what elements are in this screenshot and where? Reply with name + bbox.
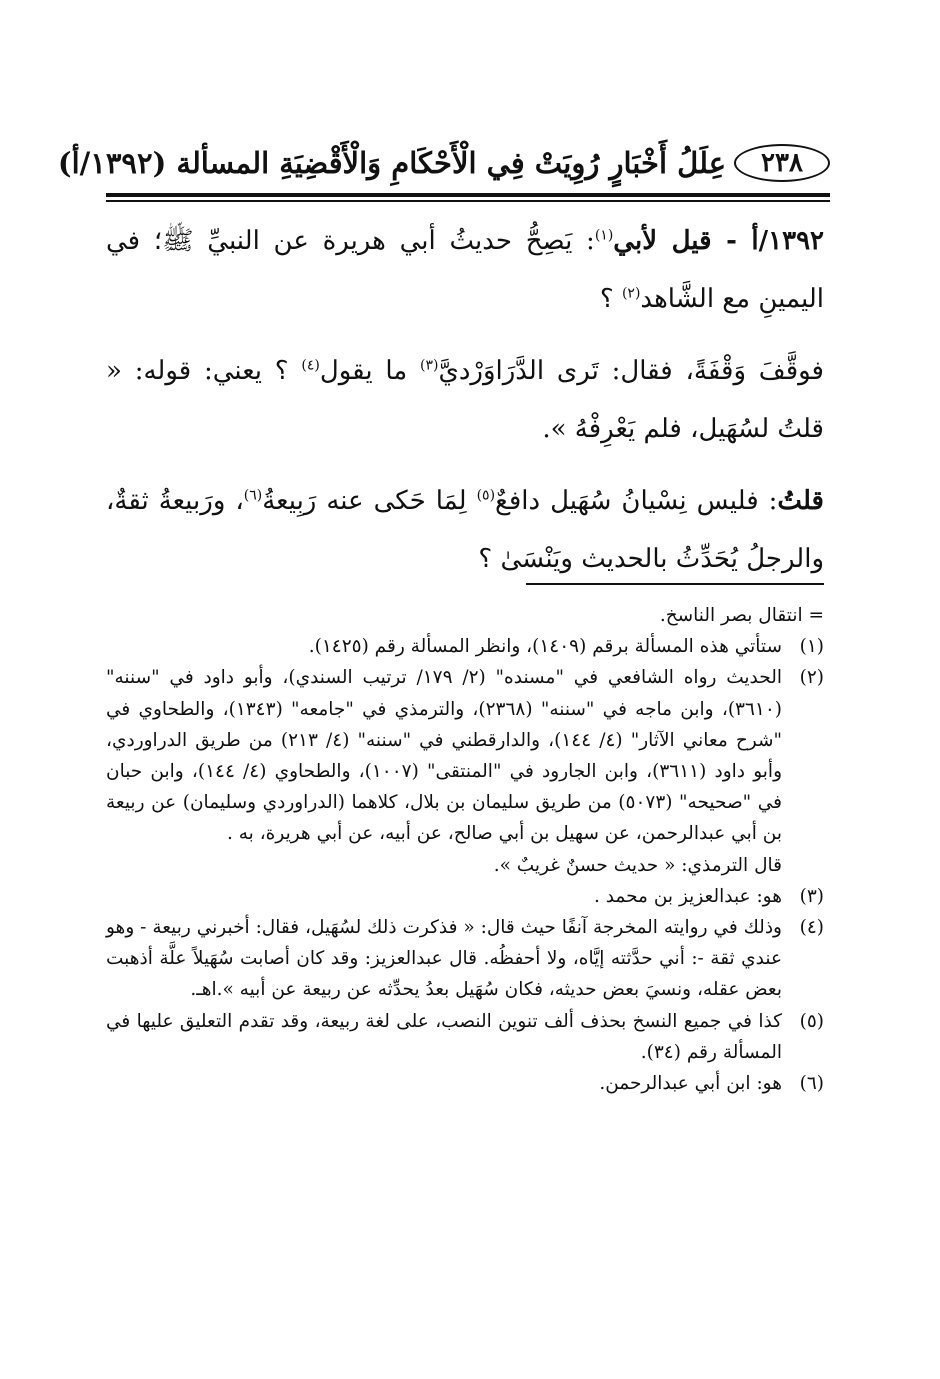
footnotes (106, 600, 824, 1099)
paragraph-text: فوقَّفَ وَقْفَةً، فقال: تَرى الدَّرَاوَرْديَّ (438, 356, 824, 386)
footnote-number: (٥) (799, 1010, 824, 1032)
footnote-3 (106, 881, 824, 912)
paragraph-text: ؟ يعني: قوله: « قلتُ لسُهَيل، فلم يَعْرِفْهُ ». (106, 356, 824, 444)
footnote-ref: (٤) (301, 357, 320, 374)
footnote-5 (106, 1006, 824, 1068)
footnote-text: هو: عبدالعزيز بن محمد . (593, 885, 782, 907)
paragraph-answer (106, 342, 824, 458)
main-text (106, 212, 824, 602)
footnote-number: (٣) (799, 885, 824, 907)
footnote-number: (١) (799, 636, 824, 658)
footnote-number: (٤) (799, 917, 824, 939)
footnote-text: الحديث رواه الشافعي في "مسنده" (٢/ ١٧٩/ ترتيب السندي)، وأبو داود في "سننه" (٣٦١٠)، وابن ماجه في "سننه" (٢٣٦٨)، والترمذي في "جامعه" (١٣٤٣)، والطحاوي في "شرح معاني الآثار" (٤/ ١٤٤)، والدارقطني في "سننه" (٤/ ٢١٣) من طريق الدراوردي، وأبو داود (٣٦١١)، وابن الجارود في "المنتقى" (١٠٠٧)، والطحاوي (٤/ ١٤٤)، وابن حبان في "صحيحه" (٥٠٧٣) من طريق سليمان بن بلال، كلاهما (الدراوردي وسليمان) عن ربيعة بن أبي عبدالرحمن، عن سهيل بن أبي صالح، عن أبيه، عن أبي هريرة، به . (106, 667, 783, 845)
paragraph-text: ما يقول (319, 356, 420, 386)
footnote-2 (106, 662, 824, 849)
comment-label: قلتُ (777, 486, 824, 516)
footnote-1 (106, 631, 824, 662)
footnote-ref: (٦) (243, 487, 263, 504)
paragraph-text: : فليس نِسْيانُ سُهَيل دافعٌ (495, 486, 778, 516)
header-title: عِلَلُ أَخْبَارٍ رُوِيَتْ فِي الْأَحْكَامِ وَالْأَقْضِيَةِ المسألة (١٣٩٢/أ) (57, 146, 726, 180)
footnote-6 (106, 1068, 824, 1099)
paragraph-question (106, 212, 824, 328)
footnote-ref: (٥) (476, 487, 496, 504)
paragraph-text: : يَصِحُّ حديثُ أبي هريرة عن النبيِّ ﷺ؛ في اليمينِ مع الشَّاهد (106, 226, 824, 314)
paragraph-text: ، ورَبيعةُ ثقةٌ، والرجلُ يُحَدِّثُ بالحديث ويَنْسَىٰ ؟ (106, 486, 824, 574)
footnote-4 (106, 912, 824, 1006)
footnote-number: (٦) (799, 1073, 824, 1095)
footnote-separator (526, 583, 824, 585)
running-header (57, 142, 830, 186)
entry-number: ١٣٩٢/أ - قيل لأبي (613, 226, 824, 256)
footnote-text: ستأتي هذه المسألة برقم (١٤٠٩)، وانظر المسألة رقم (١٤٢٥). (308, 636, 782, 658)
paragraph-comment (106, 472, 824, 588)
footnote-ref: (٣) (420, 357, 439, 374)
footnote-2-extra: قال الترمذي: « حديث حسنٌ غريبٌ ». (493, 854, 782, 876)
footnote-text: كذا في جميع النسخ بحذف ألف تنوين النصب، على لغة ربيعة، وقد تقدم التعليق عليها في المسألة رقم (٣٤). (106, 1010, 782, 1063)
header-rule-thin (106, 200, 830, 202)
footnote-number: (٢) (799, 667, 824, 689)
paragraph-text: ؟ (599, 284, 622, 314)
header-rule-thick (106, 193, 830, 197)
footnote-continuation: = انتقال بصر الناسخ. (659, 605, 824, 626)
footnote-text: وذلك في روايته المخرجة آنفًا حيث قال: « فذكرت ذلك لسُهَيل، فقال: أخبرني ربيعة - وهو عندي ثقة -: أني حدَّثته إيَّاه، ولا أحفظُه. قال عبدالعزيز: وقد كان أصابت سُهَيلاً علَّة أذهبت بعض عقله، ونسيَ بعض حديثه، فكان سُهَيل بعدُ يحدِّثه عن ربيعة عن أبيه ».اهـ. (106, 917, 782, 1001)
footnote-ref: (١) (594, 227, 614, 244)
footnote-text: هو: ابن أبي عبدالرحمن. (599, 1073, 782, 1095)
page-number: ٢٣٨ (734, 144, 830, 182)
paragraph-text: لِمَا حَكى عنه رَبِيعةُ (262, 486, 477, 516)
footnote-ref: (٢) (621, 285, 641, 302)
